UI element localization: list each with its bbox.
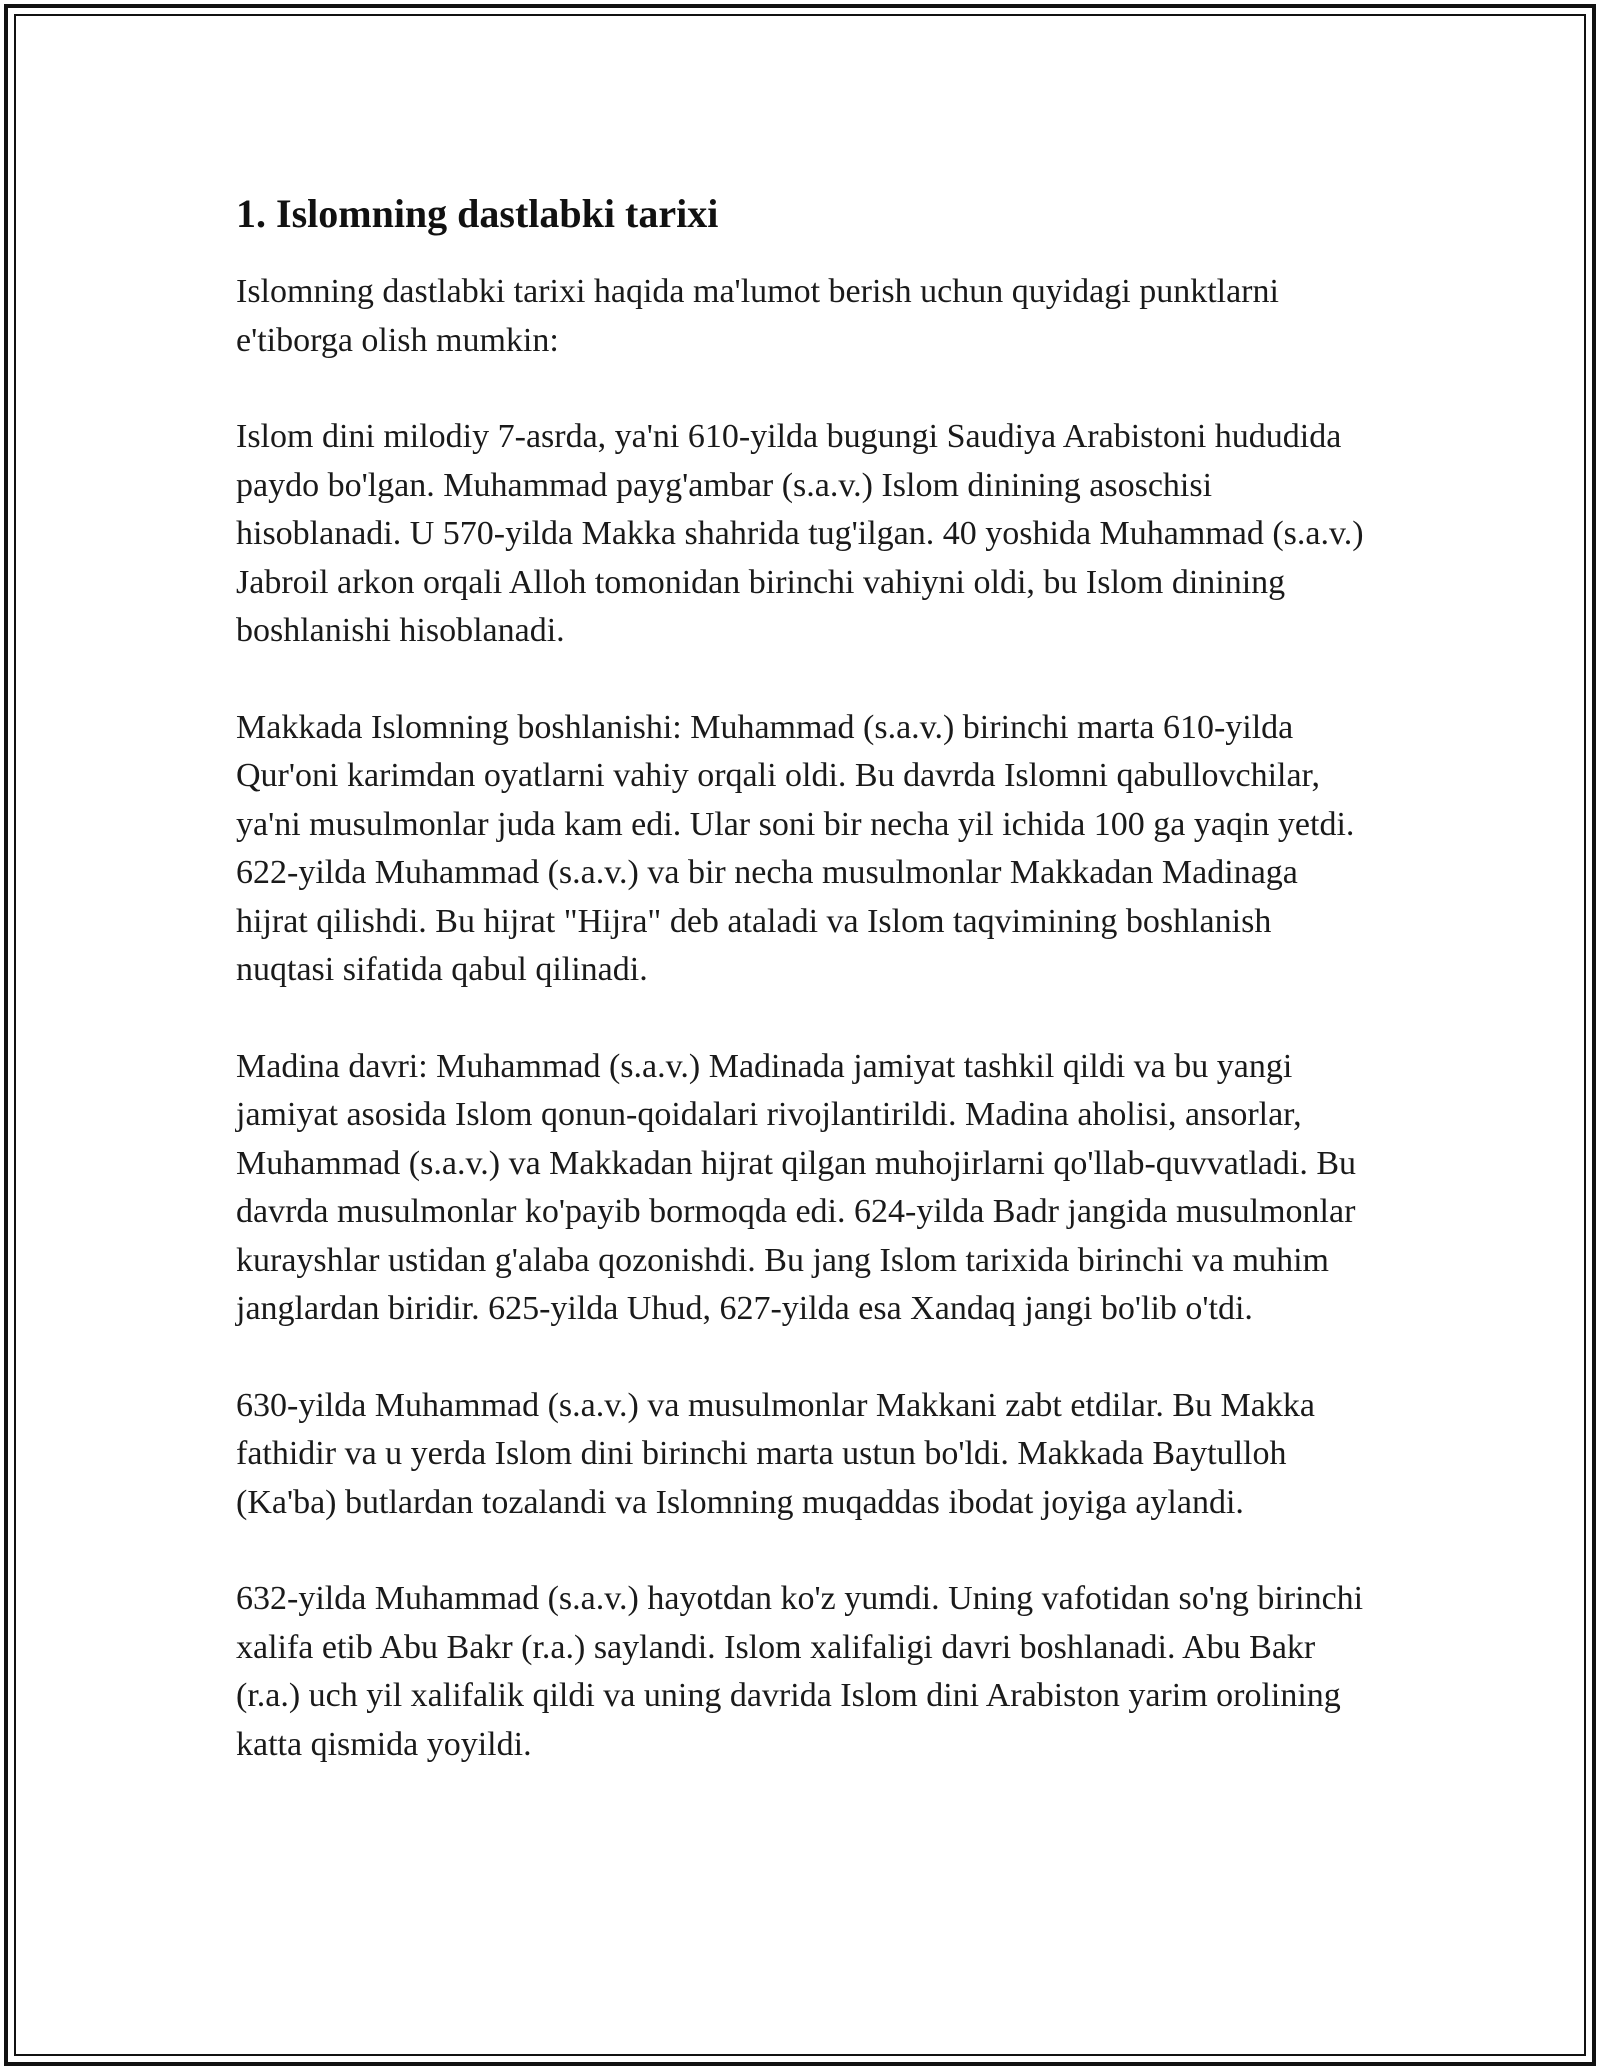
intro-paragraph: Islomning dastlabki tarixi haqida ma'lumot berish uchun quyidagi punktlarni e'tiborga olish mumkin: (236, 273, 1279, 359)
document-body (236, 188, 1376, 1817)
makka-conquest-paragraph: 630-yilda Muhammad (s.a.v.) va musulmonlar Makkani zabt etdilar. Bu Makka fathidir va u yerda Islom dini birinchi marta ustun bo'ldi. Makkada Baytulloh (Ka'ba) butlardan tozalandi va Islomning muqaddas ibodat joyiga aylandi. (236, 1386, 1315, 1521)
makka-period-paragraph: Makkada Islomning boshlanishi: Muhammad (s.a.v.) birinchi marta 610-yilda Qur'oni karimdan oyatlarni vahiy orqali oldi. Bu davrda Islomni qabullovchilar, ya'ni musulmonlar juda kam edi. Ular soni bir necha yil ichida 100 ga yaqin yetdi. 622-yilda Muhammad (s.a.v.) va bir necha musulmonlar Makkadan Madinaga hijrat qilishdi. Bu hijrat "Hijra" deb ataladi va Islom taqvimining boshlanish nuqtasi sifatida qabul qilinadi. (236, 708, 1355, 988)
caliphate-paragraph: 632-yilda Muhammad (s.a.v.) hayotdan ko'z yumdi. Uning vafotidan so'ng birinchi xalifa etib Abu Bakr (r.a.) saylandi. Islom xalifaligi davri boshlanadi. Abu Bakr (r.a.) uch yil xalifalik qildi va uning davrida Islom dini Arabiston yarim orolining katta qismida yoyildi. (236, 1580, 1364, 1763)
madina-period-paragraph: Madina davri: Muhammad (s.a.v.) Madinada jamiyat tashkil qildi va bu yangi jamiyat asosida Islom qonun-qoidalari rivojlantirildi. Madina aholisi, ansorlar, Muhammad (s.a.v.) va Makkadan hijrat qilgan muhojirlarni qo'llab-quvvatladi. Bu davrda musulmonlar ko'payib bormoqda edi. 624-yilda Badr jangida musulmonlar kurayshlar ustidan g'alaba qozonishdi. Bu jang Islom tarixida birinchi va muhim janglardan biridir. 625-yilda Uhud, 627-yilda esa Xandaq jangi bo'lib o'tdi. (236, 1047, 1356, 1327)
section-heading: 1. Islomning dastlabki tarixi (236, 191, 719, 236)
origin-paragraph: Islom dini milodiy 7-asrda, ya'ni 610-yilda bugungi Saudiya Arabistoni hududida paydo bo'lgan. Muhammad payg'ambar (s.a.v.) Islom dinining asoschisi hisoblanadi. U 570-yilda Makka shahrida tug'ilgan. 40 yoshida Muhammad (s.a.v.) Jabroil arkon orqali Alloh tomonidan birinchi vahiyni oldi, bu Islom dinining boshlanishi hisoblanadi. (236, 418, 1364, 649)
